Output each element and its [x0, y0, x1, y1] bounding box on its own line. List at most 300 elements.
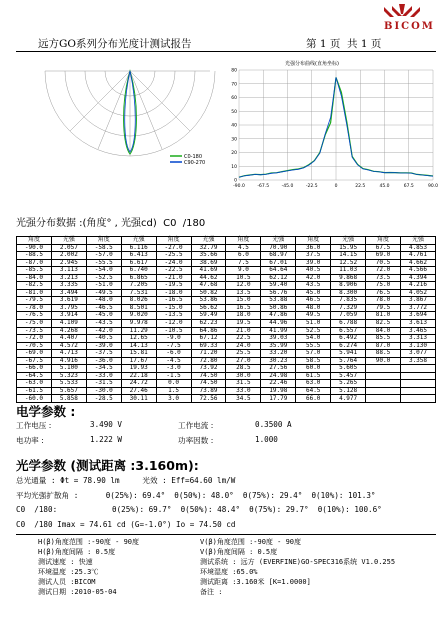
- table-cell: 24.98: [261, 372, 296, 380]
- table-cell: -4.5: [156, 357, 191, 365]
- table-cell: 67.5: [366, 244, 401, 252]
- table-cell: -64.5: [17, 372, 52, 380]
- x-tick-label: 67.5: [403, 184, 414, 189]
- table-cell: 36.0: [296, 244, 331, 252]
- table-cell: 4.216: [400, 282, 435, 290]
- table-cell: 0.0: [156, 380, 191, 388]
- footer-temp: 环境温度 :25.3℃: [38, 568, 99, 576]
- page-indicator: 第 1 页 共 1 页: [306, 38, 382, 50]
- cartesian-chart: [225, 56, 437, 204]
- table-cell: 12.0: [226, 282, 261, 290]
- table-cell: 3.113: [51, 267, 86, 275]
- table-cell: 64.5: [296, 387, 331, 395]
- table-cell: 6.865: [121, 274, 156, 282]
- table-cell: 74.50: [191, 372, 226, 380]
- table-cell: -73.5: [17, 327, 52, 335]
- x-tick-label: 22.5: [355, 184, 366, 189]
- table-row: [17, 304, 436, 312]
- table-cell: 64.64: [261, 267, 296, 275]
- pf-label: 功率因数 :: [178, 436, 214, 445]
- table-cell: 33.20: [261, 350, 296, 358]
- table-cell: 43.5: [296, 282, 331, 290]
- y-tick-label: 30: [231, 137, 237, 143]
- table-cell: 3.313: [400, 335, 435, 343]
- table-cell: 5.265: [331, 380, 366, 388]
- table-cell: 41.99: [261, 327, 296, 335]
- table-cell: 6.740: [121, 267, 156, 275]
- table-cell: 22.18: [121, 372, 156, 380]
- table-cell: 44.62: [191, 274, 226, 282]
- table-header-row: [17, 237, 436, 245]
- voltage-label: 工作电压 :: [16, 421, 52, 430]
- table-cell: -90.0: [17, 244, 52, 252]
- table-header-cell: 角度: [296, 237, 331, 245]
- table-cell: 54.0: [296, 335, 331, 343]
- footer-right: [200, 537, 395, 597]
- table-cell: 4.662: [400, 259, 435, 267]
- table-cell: 66.0: [296, 395, 331, 403]
- table-cell: 15.81: [121, 350, 156, 358]
- table-cell: 71.20: [191, 350, 226, 358]
- electric-title: 电学参数 :: [16, 404, 76, 419]
- y-tick-label: 60: [231, 96, 237, 101]
- table-row: [17, 335, 436, 343]
- table-cell: 21.0: [226, 327, 261, 335]
- table-cell: 67.12: [191, 335, 226, 343]
- table-cell: 49.5: [296, 312, 331, 320]
- table-cell: -46.5: [86, 304, 121, 312]
- table-cell: 38.69: [191, 259, 226, 267]
- table-cell: 24.0: [226, 342, 261, 350]
- table-row: [17, 372, 436, 380]
- table-cell: 62.23: [191, 320, 226, 328]
- table-cell: 78.0: [366, 297, 401, 305]
- table-cell: 72.80: [191, 357, 226, 365]
- table-cell: -42.0: [86, 327, 121, 335]
- table-cell: 75.0: [366, 282, 401, 290]
- table-cell: -19.5: [156, 282, 191, 290]
- polar-chart: [20, 56, 215, 206]
- table-row: [17, 274, 436, 282]
- table-cell: 5.605: [331, 365, 366, 373]
- table-cell: 82.5: [366, 320, 401, 328]
- table-cell: 11.29: [121, 327, 156, 335]
- table-cell: -6.0: [156, 350, 191, 358]
- table-cell: -69.0: [17, 350, 52, 358]
- table-cell: 27.46: [121, 387, 156, 395]
- table-cell: 8.501: [121, 304, 156, 312]
- power-label: 电功率 :: [16, 436, 44, 445]
- table-cell: -34.5: [86, 365, 121, 373]
- table-cell: -55.5: [86, 259, 121, 267]
- table-cell: 70.90: [261, 244, 296, 252]
- table-cell: [400, 380, 435, 388]
- table-cell: 47.86: [261, 312, 296, 320]
- optical-line-2: 平均光强扩散角 : θ(25%): 69.4° θ(50%): 48.0° θ(75%): 29.4° θ(10%): 101.3°: [16, 491, 376, 500]
- table-header-cell: 光强: [400, 237, 435, 245]
- table-cell: -57.0: [86, 252, 121, 260]
- table-cell: 4.566: [400, 267, 435, 275]
- table-cell: 7.205: [121, 282, 156, 290]
- pf-value: 1.000: [255, 435, 278, 444]
- table-cell: 3.465: [400, 327, 435, 335]
- table-cell: -16.5: [156, 297, 191, 305]
- table-cell: 4.268: [51, 327, 86, 335]
- table-row: [17, 365, 436, 373]
- table-cell: [366, 395, 401, 403]
- table-cell: 4.761: [400, 252, 435, 260]
- table-cell: 24.72: [121, 380, 156, 388]
- table-cell: 47.68: [191, 282, 226, 290]
- table-cell: 84.0: [366, 327, 401, 335]
- y-tick-label: 50: [231, 109, 237, 115]
- table-cell: 7.329: [331, 304, 366, 312]
- table-cell: -18.0: [156, 289, 191, 297]
- table-cell: 81.0: [366, 312, 401, 320]
- y-tick-label: 70: [231, 82, 237, 88]
- table-cell: -72.0: [17, 335, 52, 343]
- table-cell: -75.0: [17, 320, 52, 328]
- polar-legend: [170, 154, 205, 166]
- table-cell: 57.0: [296, 350, 331, 358]
- table-cell: 56.62: [191, 304, 226, 312]
- header-divider: [16, 51, 436, 52]
- footer-left: [38, 537, 139, 597]
- table-cell: 45.0: [296, 289, 331, 297]
- x-tick-label: 45.0: [379, 184, 390, 189]
- table-cell: 3.077: [400, 350, 435, 358]
- table-cell: [400, 372, 435, 380]
- table-cell: -48.0: [86, 297, 121, 305]
- table-cell: -12.0: [156, 320, 191, 328]
- footer-remark: 备注 :: [200, 588, 223, 596]
- current-label: 工作电流 :: [178, 421, 214, 430]
- table-cell: 19.93: [121, 365, 156, 373]
- table-cell: 87.0: [366, 342, 401, 350]
- table-cell: -67.5: [17, 357, 52, 365]
- table-cell: 4.394: [400, 274, 435, 282]
- table-cell: 4.572: [51, 342, 86, 350]
- table-cell: 72.56: [191, 395, 226, 403]
- table-cell: -49.5: [86, 289, 121, 297]
- table-cell: 6.0: [226, 252, 261, 260]
- table-cell: 32.79: [191, 244, 226, 252]
- table-cell: -30.0: [86, 387, 121, 395]
- table-cell: 5.100: [51, 365, 86, 373]
- table-cell: 50.82: [191, 289, 226, 297]
- table-cell: 4.713: [51, 350, 86, 358]
- table-cell: 22.46: [261, 380, 296, 388]
- table-cell: 52.5: [296, 327, 331, 335]
- table-cell: -52.5: [86, 274, 121, 282]
- logo-text: BICOM: [384, 21, 435, 32]
- table-cell: 3.619: [51, 297, 86, 305]
- table-cell: 8.026: [121, 297, 156, 305]
- table-cell: 46.5: [296, 297, 331, 305]
- table-cell: 59.40: [261, 282, 296, 290]
- table-header-cell: 角度: [366, 237, 401, 245]
- table-cell: -9.0: [156, 335, 191, 343]
- table-cell: 4.052: [400, 289, 435, 297]
- y-tick-label: 20: [231, 151, 237, 156]
- table-cell: 17.67: [121, 357, 156, 365]
- legend-c90: C90-270: [184, 160, 206, 166]
- footer-humidity: 环境湿度 :65.0%: [200, 568, 258, 576]
- table-cell: 1.5: [156, 387, 191, 395]
- table-cell: -63.0: [17, 380, 52, 388]
- table-row: [17, 282, 436, 290]
- table-row: [17, 380, 436, 388]
- table-cell: 5.457: [331, 372, 366, 380]
- table-cell: 9.0: [226, 267, 261, 275]
- table-cell: -22.5: [156, 267, 191, 275]
- table-row: [17, 327, 436, 335]
- table-cell: -87.0: [17, 259, 52, 267]
- table-cell: 8.906: [331, 282, 366, 290]
- table-cell: -70.5: [17, 342, 52, 350]
- table-header-cell: 光强: [51, 237, 86, 245]
- table-row: [17, 312, 436, 320]
- table-cell: 5.858: [51, 395, 86, 403]
- x-tick-label: -45.0: [281, 184, 294, 189]
- table-cell: 6.274: [331, 342, 366, 350]
- x-tick-label: -67.5: [257, 184, 270, 189]
- footer-v-step: V(β)角度间隔 : 0.5度: [200, 548, 278, 556]
- footer-distance: 测试距离 :3.160米 [K=1.0000]: [200, 578, 311, 586]
- table-header-cell: 角度: [156, 237, 191, 245]
- table-cell: 7.531: [121, 289, 156, 297]
- table-cell: 30.11: [121, 395, 156, 403]
- table-cell: 25.5: [226, 350, 261, 358]
- current-value: 0.3500 A: [255, 420, 292, 429]
- table-cell: -82.5: [17, 282, 52, 290]
- table-cell: 15.0: [226, 297, 261, 305]
- table-cell: -61.5: [17, 387, 52, 395]
- table-cell: 5.657: [51, 387, 86, 395]
- table-cell: 64.86: [191, 327, 226, 335]
- table-caption: 光强分布数据 :(角度° , 光强cd) C0 /180: [16, 218, 206, 229]
- table-row: [17, 259, 436, 267]
- table-cell: 14.15: [331, 252, 366, 260]
- power-value: 1.222 W: [90, 435, 123, 444]
- table-cell: [366, 365, 401, 373]
- table-cell: -85.5: [17, 267, 52, 275]
- table-cell: 72.0: [366, 267, 401, 275]
- table-cell: 17.79: [261, 395, 296, 403]
- table-cell: -37.5: [86, 350, 121, 358]
- table-cell: -88.5: [17, 252, 52, 260]
- company-logo: [362, 3, 442, 37]
- x-tick-label: 0: [334, 184, 338, 189]
- table-cell: 19.98: [261, 387, 296, 395]
- table-cell: 7.835: [331, 297, 366, 305]
- table-cell: -13.5: [156, 312, 191, 320]
- table-row: [17, 244, 436, 252]
- table-cell: 7.5: [226, 259, 261, 267]
- table-cell: 13.5: [226, 289, 261, 297]
- footer-v-range: V(β)角度范围 :-90度 - 90度: [200, 538, 302, 546]
- table-cell: 90.0: [366, 357, 401, 365]
- y-tick-label: 10: [231, 164, 237, 170]
- table-cell: 4.977: [331, 395, 366, 403]
- table-cell: 4.853: [400, 244, 435, 252]
- table-cell: 85.5: [366, 335, 401, 343]
- table-cell: 73.5: [366, 274, 401, 282]
- x-tick-label: -22.5: [305, 184, 318, 189]
- table-cell: 12.65: [121, 335, 156, 343]
- table-cell: 3.494: [51, 289, 86, 297]
- table-cell: 68.97: [261, 252, 296, 260]
- table-cell: 39.03: [261, 335, 296, 343]
- table-cell: 3.130: [400, 342, 435, 350]
- footer-speed: 测试速度 : 快速: [38, 558, 93, 566]
- table-cell: -21.0: [156, 274, 191, 282]
- y-tick-label: 40: [231, 123, 237, 129]
- table-cell: -3.0: [156, 365, 191, 373]
- table-row: [17, 267, 436, 275]
- table-header-cell: 光强: [121, 237, 156, 245]
- table-cell: 8.300: [331, 289, 366, 297]
- table-cell: 73.92: [191, 365, 226, 373]
- table-cell: 41.69: [191, 267, 226, 275]
- table-cell: -66.0: [17, 365, 52, 373]
- footer-system: 测试系统 : 远方 (EVERFINE)GO-SPEC316系统 V1.0.255: [200, 558, 396, 566]
- table-cell: 35.99: [261, 342, 296, 350]
- table-cell: 14.13: [121, 342, 156, 350]
- footer-h-range: H(β)角度范围 :-90度 - 90度: [38, 538, 140, 546]
- table-cell: 42.0: [296, 274, 331, 282]
- table-cell: -76.5: [17, 312, 52, 320]
- intensity-table: [16, 236, 436, 403]
- table-cell: -36.0: [86, 357, 121, 365]
- table-cell: -10.5: [156, 327, 191, 335]
- x-tick-label: -90.0: [233, 184, 245, 189]
- table-cell: -24.0: [156, 259, 191, 267]
- table-cell: 53.86: [191, 297, 226, 305]
- table-cell: 3.772: [400, 304, 435, 312]
- table-cell: -28.5: [86, 395, 121, 403]
- table-cell: 62.12: [261, 274, 296, 282]
- table-cell: 5.764: [331, 357, 366, 365]
- report-title: 远方GO系列分布光度计测试报告: [38, 38, 192, 50]
- table-cell: 44.96: [261, 320, 296, 328]
- table-cell: 35.66: [191, 252, 226, 260]
- table-cell: 51.0: [296, 320, 331, 328]
- optical-title: 光学参数 (测试距离 :3.160m):: [16, 458, 199, 473]
- y-tick-label: 0: [234, 178, 237, 184]
- table-header-cell: 角度: [17, 237, 52, 245]
- table-row: [17, 297, 436, 305]
- table-cell: -58.5: [86, 244, 121, 252]
- table-cell: 3.867: [400, 297, 435, 305]
- table-cell: 69.0: [366, 252, 401, 260]
- table-row: [17, 252, 436, 260]
- table-cell: 2.057: [51, 244, 86, 252]
- optical-line-1: 总光通量 : Φt = 78.90 lm 光效 : Eff=64.60 lm/W: [16, 476, 236, 485]
- footer-h-step: H(β)角度间隔 : 0.5度: [38, 548, 116, 556]
- table-cell: [366, 372, 401, 380]
- table-cell: 56.76: [261, 289, 296, 297]
- y-tick-label: 80: [231, 68, 237, 74]
- table-cell: 3.335: [51, 282, 86, 290]
- table-cell: 6.116: [121, 244, 156, 252]
- table-cell: -45.0: [86, 312, 121, 320]
- table-cell: 9.868: [331, 274, 366, 282]
- cartesian-chart-title: 光强分布曲线(直角坐标): [285, 61, 339, 67]
- table-cell: 69.33: [191, 342, 226, 350]
- voltage-value: 3.490 V: [90, 420, 123, 429]
- table-header-cell: 角度: [226, 237, 261, 245]
- table-cell: 34.5: [226, 395, 261, 403]
- table-cell: 79.5: [366, 304, 401, 312]
- table-cell: 5.533: [51, 380, 86, 388]
- table-cell: [400, 395, 435, 403]
- table-cell: -54.0: [86, 267, 121, 275]
- table-cell: 9.978: [121, 320, 156, 328]
- table-cell: 3.358: [400, 357, 435, 365]
- table-cell: 58.5: [296, 357, 331, 365]
- table-cell: -31.5: [86, 380, 121, 388]
- table-cell: 39.0: [296, 259, 331, 267]
- table-cell: 12.52: [331, 259, 366, 267]
- footer-divider: [16, 534, 436, 535]
- table-cell: 3.213: [51, 274, 86, 282]
- table-cell: 74.50: [191, 380, 226, 388]
- table-cell: 3.914: [51, 312, 86, 320]
- table-cell: 4.407: [51, 335, 86, 343]
- table-cell: 10.5: [226, 274, 261, 282]
- table-cell: 4.109: [51, 320, 86, 328]
- table-cell: 67.01: [261, 259, 296, 267]
- table-cell: 88.5: [366, 350, 401, 358]
- table-cell: -51.0: [86, 282, 121, 290]
- table-row: [17, 342, 436, 350]
- table-cell: 70.5: [366, 259, 401, 267]
- table-cell: 30.0: [226, 372, 261, 380]
- table-cell: [400, 387, 435, 395]
- optical-line-3: C0 /180: θ(25%): 69.7° θ(50%): 48.4° θ(75%): 29.7° θ(10%): 100.6°: [16, 505, 382, 514]
- table-cell: [400, 365, 435, 373]
- table-cell: -43.5: [86, 320, 121, 328]
- table-cell: 31.5: [226, 380, 261, 388]
- table-cell: -40.5: [86, 335, 121, 343]
- table-cell: 76.5: [366, 289, 401, 297]
- table-cell: 53.88: [261, 297, 296, 305]
- table-cell: 33.0: [226, 387, 261, 395]
- table-cell: 3.795: [51, 304, 86, 312]
- table-cell: [366, 380, 401, 388]
- table-cell: 5.941: [331, 350, 366, 358]
- table-cell: 37.5: [296, 252, 331, 260]
- table-cell: 27.56: [261, 365, 296, 373]
- table-cell: 59.49: [191, 312, 226, 320]
- table-cell: -60.0: [17, 395, 52, 403]
- x-tick-label: 90.0: [427, 184, 439, 189]
- table-row: [17, 395, 436, 403]
- table-cell: 50.86: [261, 304, 296, 312]
- table-cell: 3.694: [400, 312, 435, 320]
- table-row: [17, 357, 436, 365]
- table-header-cell: 光强: [261, 237, 296, 245]
- table-cell: -7.5: [156, 342, 191, 350]
- table-cell: 9.020: [121, 312, 156, 320]
- table-cell: 18.0: [226, 312, 261, 320]
- table-cell: 30.23: [261, 357, 296, 365]
- optical-line-4: C0 /180 Imax = 74.61 cd (G=-1.0°) Io = 74.50 cd: [16, 520, 236, 529]
- table-cell: 61.5: [296, 372, 331, 380]
- table-cell: -81.0: [17, 289, 52, 297]
- table-row: [17, 387, 436, 395]
